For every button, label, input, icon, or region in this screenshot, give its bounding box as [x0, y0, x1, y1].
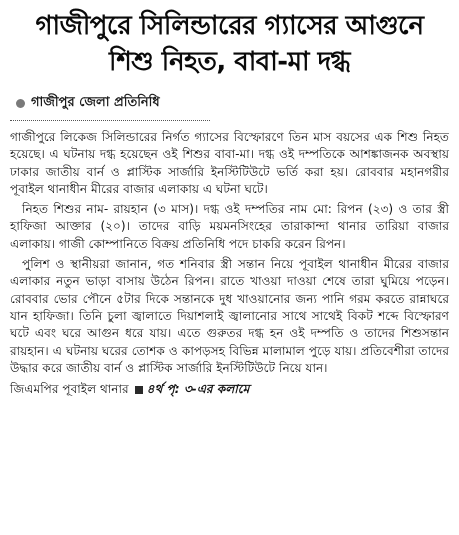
byline-divider	[10, 120, 210, 121]
headline	[10, 8, 449, 80]
paragraph: গাজীপুরে লিকেজ সিলিন্ডারের নির্গত গ্যাসের বিস্ফোরণে তিন মাস বয়সের এক শিশু নিহত হয়েছে। এ ঘটনায় দগ্ধ হয়েছেন ওই শিশুর বাবা-মা। দগ্ধ ওই দম্পতিকে আশঙ্কাজনক অবস্থায় ঢাকার জাতীয় বার্ন ও প্লাস্টিক সার্জারি ইনস্টিটিউটে ভর্তি করা হয়। রোববার মহানগরীর পূবাইল থানাধীন মীরের বাজার এলাকায় এ ঘটনা ঘটে।	[10, 130, 449, 196]
continuation-line	[10, 381, 449, 398]
headline-line-2: শিশু নিহত, বাবা-মা দগ্ধ	[108, 47, 351, 77]
paragraph: নিহত শিশুর নাম- রায়হান (৩ মাস)। দগ্ধ ওই দম্পতির নাম মো: রিপন (২৩) ও তার স্ত্রী হাফিজা আক্তার (২০)। তাদের বাড়ি ময়মনসিংহের তারাকান্দা থানার তারিয়া বাজার এলাকায়। গাজী কোম্পানিতে বিক্রয় প্রতিনিধি পদে চাকরি করেন রিপন।	[10, 202, 449, 251]
paragraph: পুলিশ ও স্থানীয়রা জানান, গত শনিবার স্ত্রী সন্তান নিয়ে পূবাইল থানাধীন মীরের বাজার এলাকার নতুন ভাড়া বাসায় উঠেন রিপন। রাতে খাওয়া দাওয়া শেষে তারা ঘুমিয়ে পড়েন। রোববার ভোর পৌনে ৫টার দিকে সন্তানকে দুধ খাওয়ানোর জন্য পানি গরম করতে রান্নাঘরে যান হাফিজা। তিনি চুলা জ্বালাতে দিয়াশলাই জ্বালানোর সাথে সাথেই বিকট শব্দে বিস্ফোরণ ঘটে এবং ঘরে আগুন ধরে যায়। এতে গুরুতর দগ্ধ হন ওই দম্পতি ও তাদের শিশুসন্তান রায়হান। এ ঘটনায় ঘরের তোশক ও কাপড়সহ বিভিন্ন মালামাল পুড়ে যায়। প্রতিবেশীরা তাদের উদ্ধার করে জাতীয় বার্ন ও প্লাস্টিক সার্জারি ইনস্টিটিউটে নিয়ে যান।	[10, 257, 449, 375]
headline-line-1: গাজীপুরে সিলিন্ডারের গ্যাসের আগুনে	[35, 11, 424, 41]
square-bullet-icon	[135, 386, 143, 394]
byline-text: গাজীপুর জেলা প্রতিনিধি	[31, 94, 160, 110]
article-body	[10, 129, 449, 377]
bullet-icon	[16, 99, 25, 108]
byline	[10, 92, 449, 114]
continuation-ref: ৪র্থ পৃ: ৩-এর কলামে	[146, 382, 250, 397]
continuation-text: জিএমপির পূবাইল থানার	[10, 382, 129, 397]
